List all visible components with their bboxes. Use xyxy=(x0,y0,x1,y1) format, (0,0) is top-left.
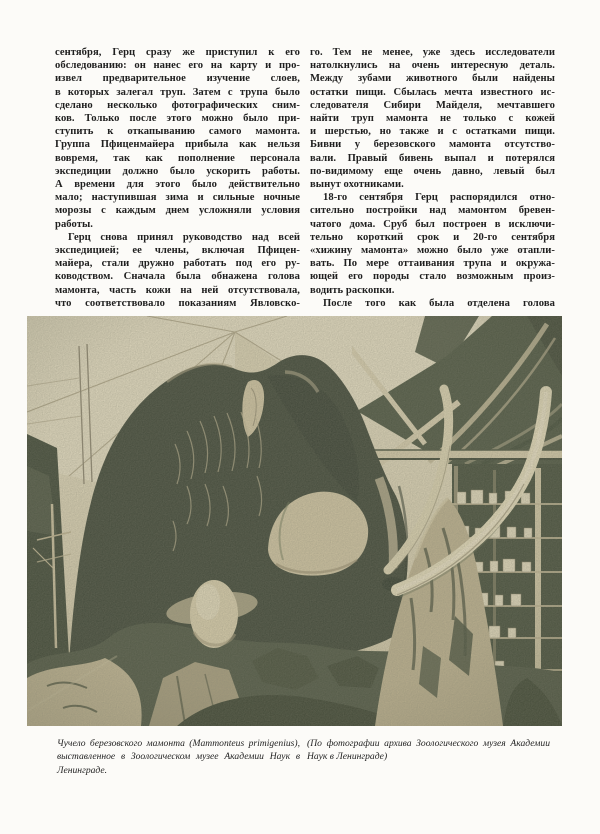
text-line: натолкнулись на очень интересную деталь. xyxy=(310,60,555,72)
text-line: водить раскопки. xyxy=(310,284,395,296)
text-line: 18-го сентября Герц распорядился отно- xyxy=(323,192,555,204)
text-line: мало; наступившая зима и сильные ночные xyxy=(55,192,300,204)
text-line: вали. Правый бивень выпал и потерялся xyxy=(310,152,555,164)
text-line: го. Тем не менее, уже здесь исследователи xyxy=(310,47,555,58)
text-line: После того как была отделена голова xyxy=(323,297,555,309)
text-line: Группа Пфиценмайера прибыла как нельзя xyxy=(55,139,300,151)
text-line: извел предварительное изучение слоев, xyxy=(55,73,300,85)
text-line: в которых залегал труп. Затем с трупа было xyxy=(55,86,300,98)
text-line: найти труп мамонта не только с кожей xyxy=(310,113,555,125)
text-line: вовремя, так как пополнение персонала xyxy=(55,152,300,164)
text-line: ководством. Сначала была обнажена голова xyxy=(55,271,300,283)
text-line: сделано несколько фотографических сним- xyxy=(55,99,300,111)
text-line: Между зубами животного были найдены xyxy=(310,73,555,85)
text-line: экспедицией; ее члены, включая Пфицен- xyxy=(55,245,300,257)
text-line: тельно короткий срок и 20-го сентября xyxy=(310,231,555,243)
text-line: вынут охотниками. xyxy=(310,179,404,191)
text-column-left xyxy=(55,46,300,310)
text-line: экспедиции должно было ускорить работы. xyxy=(55,165,300,177)
text-line: мамонта, часть кожи на ней отсутствовала, xyxy=(55,284,300,296)
text-line: следователя Сибири Майделя, мечтавшего xyxy=(310,99,555,111)
text-line: что соответствовало показаниям Явловско- xyxy=(55,297,300,309)
caption-right: (По фотографии архива Зоологического музея Академии Наук в Ленинграде) xyxy=(307,738,550,763)
mammoth-illustration xyxy=(27,316,562,726)
mammoth-photo xyxy=(27,316,562,726)
text-line: Герц снова принял руководство над всей xyxy=(68,231,300,243)
text-line: «хижину мамонта» можно было уже отапли- xyxy=(310,245,555,257)
text-line: А времени для этого было действительно xyxy=(55,179,300,191)
text-line: и шерстью, но также и с остатками пищи. xyxy=(310,126,555,138)
text-line: морозы с каждым днем усложняли условия xyxy=(55,205,300,217)
text-line: Бивни у березовского мамонта отсутство- xyxy=(310,139,555,151)
caption-left: Чучело березовского мамонта (Mammonteus primigenius), выставленное в Зоологическом музее Академии Наук в Ленинграде. xyxy=(57,738,300,776)
text-line: вать. По мере оттаивания трупа и окружа- xyxy=(310,258,555,270)
text-line: сентября, Герц сразу же приступил к его xyxy=(55,47,300,58)
text-line: ющей его породы стало возможным произ- xyxy=(310,271,555,283)
figure-captions xyxy=(57,737,557,777)
text-line: по-видимому еще очень давно, левый был xyxy=(310,165,555,177)
text-line: остатки пищи. Сбылась мечта известного ис- xyxy=(310,86,555,98)
text-line: ступить к откапыванию самого мамонта. xyxy=(55,126,300,138)
text-line: майера, стали дружно работать под его ру- xyxy=(55,258,300,270)
text-line: сительно постройки над мамонтом бревен- xyxy=(310,205,555,217)
text-line: обследованию: он нанес его на карту и про- xyxy=(55,60,300,72)
text-line: чатого дома. Сруб был построен в исключи- xyxy=(310,218,555,230)
text-column-right xyxy=(310,46,555,310)
text-line: работы. xyxy=(55,218,93,230)
photo-grain xyxy=(27,316,562,726)
text-line: ков. Только после этого можно было при- xyxy=(55,113,300,125)
article-text xyxy=(55,46,555,310)
